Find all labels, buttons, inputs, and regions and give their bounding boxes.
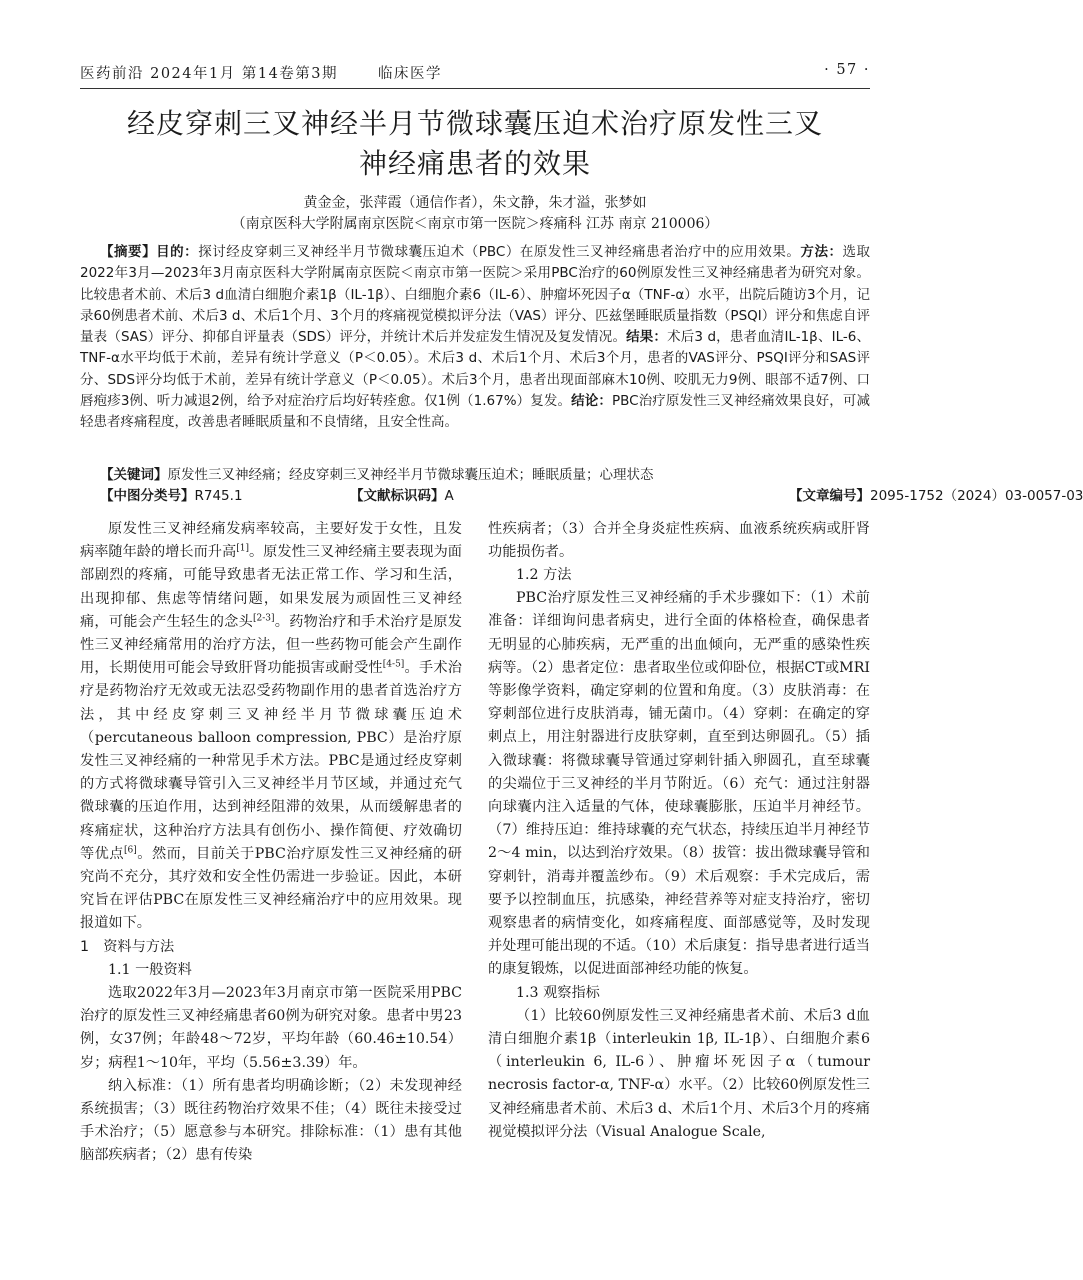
- section-label: 临床医学: [378, 66, 443, 82]
- clc-number: 【中图分类号】 R745.1: [100, 488, 243, 504]
- observation-paragraph: （1）比较60例原发性三叉神经痛患者术前、术后3 d血清白细胞介素1β（interleukin 1β, IL-1β）、白细胞介素6（interleukin 6, IL-6）、肿瘤坏死因子α（tumour necrosis factor-α, TNF-α）水平。（2）比较60例原发性三叉神经痛患者术前、术后3 d、术后1个月、术后3个月的疼痛视觉模拟评分法（Visual Analogue Scale,: [488, 1007, 870, 1140]
- running-header: [80, 62, 870, 88]
- keywords: 【关键词】原发性三叉神经痛；经皮穿刺三叉神经半月节微球囊压迫术；睡眠质量；心理状态: [100, 467, 654, 483]
- intro-paragraph: 原发性三叉神经痛发病率较高，主要好发于女性，且发病率随年龄的增长而升高[1]。原发性三叉神经痛主要表现为面部剧烈的疼痛，可能导致患者无法正常工作、学习和生活，出现抑郁、焦虑等情绪问题，如果发展为顽固性三叉神经痛，可能会产生轻生的念头[2-3]。药物治疗和手术治疗是原发性三叉神经痛常用的治疗方法，但一些药物可能会产生副作用，长期使用可能会导致肝肾功能损害或耐受性[4-5]。手术治疗是药物治疗无效或无法忍受药物副作用的患者首选治疗方法，其中经皮穿刺三叉神经半月节微球囊压迫术（percutaneous balloon compression, PBC）是治疗原发性三叉神经痛的一种常见手术方法。PBC是通过经皮穿刺的方式将微球囊导管引入三叉神经半月节区域，并通过充气微球囊的压迫作用，达到神经阻滞的效果，从而缓解患者的疼痛症状，这种治疗方法具有创伤小、操作简便、疗效确切等优点[6]。然而，目前关于PBC治疗原发性三叉神经痛的研究尚不充分，其疗效和安全性仍需进一步验证。因此，本研究旨在评估PBC在原发性三叉神经痛治疗中的应用效果。现报道如下。: [80, 521, 462, 932]
- general-info-paragraph: 选取2022年3月—2023年3月南京市第一医院采用PBC治疗的原发性三叉神经痛患者60例为研究对象。患者中男23例，女37例；年龄48～72岁，平均年龄（60.46±10.54）岁；病程1～10年，平均（5.56±3.39）年。: [80, 985, 462, 1071]
- column-right: [488, 518, 870, 1144]
- journal-info: 医药前沿 2024年1月 第14卷第3期 临床医学: [80, 66, 443, 82]
- header-rule: [80, 88, 870, 89]
- affiliation: （南京医科大学附属南京医院＜南京市第一医院＞疼痛科 江苏 南京 210006）: [231, 216, 719, 232]
- subsection-heading-1-2: 1.2 方法: [516, 567, 572, 583]
- article-title: 经皮穿刺三叉神经半月节微球囊压迫术治疗原发性三叉 神经痛患者的效果: [126, 107, 823, 180]
- subsection-heading-1-3: 1.3 观察指标: [516, 984, 600, 1001]
- method-paragraph: PBC治疗原发性三叉神经痛的手术步骤如下：（1）术前准备：详细询问患者病史，进行全面的体格检查，确保患者无明显的心肺疾病，无严重的出血倾向，无严重的感染性疾病等。（2）患者定位：患者取坐位或仰卧位，根据CT或MRI等影像学资料，确定穿刺的位置和角度。（3）皮肤消毒：在穿刺部位进行皮肤消毒，铺无菌巾。（4）穿刺：在确定的穿刺点上，用注射器进行皮肤穿刺，直至到达卵圆孔。（5）插入微球囊：将微球囊导管通过穿刺针插入卵圆孔，直至球囊的尖端位于三叉神经的半月节附近。（6）充气：通过注射器向球囊内注入适量的气体，使球囊膨胀，压迫半月神经节。（7）维持压迫：维持球囊的充气状态，持续压迫半月神经节2～4 min，以达到治疗效果。（8）拔管：拔出微球囊导管和穿刺针，消毒并覆盖纱布。（9）术后观察：手术完成后，需要予以控制血压，抗感染，神经营养等对症支持治疗，密切观察患者的病情变化，如疼痛程度、面部感觉等，及时发现并处理可能出现的不适。（10）术后康复：指导患者进行适当的康复锻炼，以促进面部神经功能的恢复。: [488, 590, 870, 978]
- criteria-paragraph: 纳入标准：（1）所有患者均明确诊断；（2）未发现神经系统损害；（3）既往药物治疗效果不佳；（4）既往未接受过手术治疗；（5）愿意参与本研究。排除标准：（1）患有其他脑部疾病者；（2）患有传染: [80, 1077, 462, 1164]
- abstract: 【摘要】目的：探讨经皮穿刺三叉神经半月节微球囊压迫术（PBC）在原发性三叉神经痛患者治疗中的应用效果。方法：选取2022年3月—2023年3月南京医科大学附属南京医院＜南京市第一医院＞采用PBC治疗的60例原发性三叉神经痛患者为研究对象。比较患者术前、术后3 d血清白细胞介素1β（IL-1β）、白细胞介素6（IL-6）、肿瘤坏死因子α（TNF-α）水平，出院后随访3个月，记录60例患者术前、术后3 d、术后1个月、3个月的疼痛视觉模拟评分法（VAS）评分、匹兹堡睡眠质量指数（PSQI）评分和焦虑自评量表（SAS）评分、抑郁自评量表（SDS）评分，并统计术后并发症发生情况及复发情况。结果：术后3 d，患者血清IL-1β、IL-6、TNF-α水平均低于术前，差异有统计学意义（P＜0.05）。术后3 d、术后1个月、术后3个月，患者的VAS评分、PSQI评分和SAS评分、SDS评分均低于术前，差异有统计学意义（P＜0.05）。术后3个月，患者出现面部麻木10例、咬肌无力9例、眼部不适7例、口唇疱疹3例、听力减退2例，给予对症治疗后均好转痊愈。仅1例（1.67%）复发。结论：PBC治疗原发性三叉神经痛效果良好，可减轻患者疼痛程度，改善患者睡眠质量和不良情绪，且安全性高。: [80, 244, 871, 431]
- page-number: · 57 ·: [824, 62, 870, 78]
- article-number: 【文章编号】 2095-1752（2024）03-0057-03: [789, 488, 1083, 504]
- column-left: [80, 518, 462, 1168]
- criteria-paragraph-continued: 性疾病者；（3）合并全身炎症性疾病、血液系统疾病或肝肾功能损伤者。: [488, 521, 870, 561]
- section-heading-1: 1 资料与方法: [80, 938, 175, 955]
- doc-code: 【文献标识码】 A: [350, 488, 454, 504]
- subsection-heading-1-1: 1.1 一般资料: [108, 961, 192, 978]
- classification-line: [80, 486, 1083, 507]
- authors: 黄金金，张萍霞（通信作者），朱文静，朱才溢，张梦如: [303, 195, 647, 211]
